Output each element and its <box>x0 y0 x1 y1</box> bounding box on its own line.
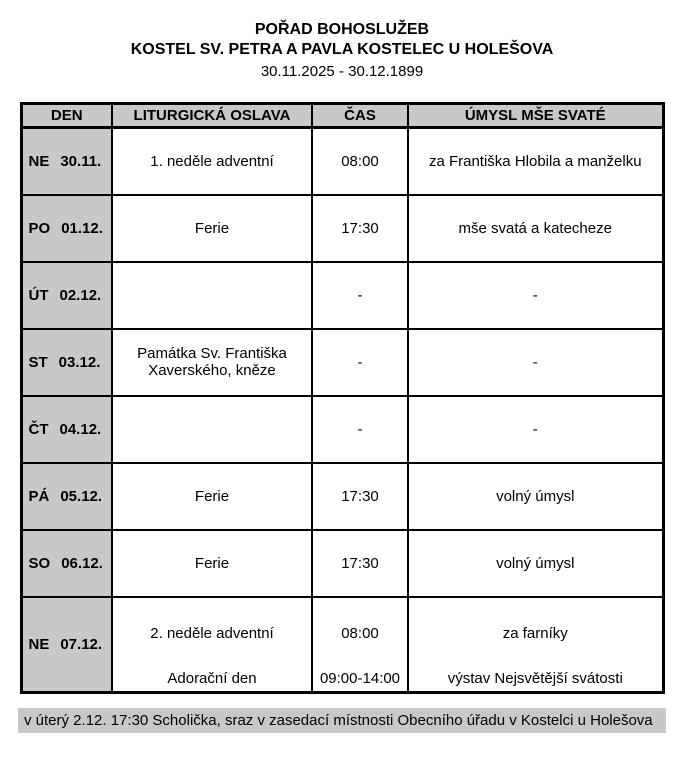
date-label: 01.12. <box>61 219 103 237</box>
date-label: 02.12. <box>59 286 102 304</box>
table-row <box>21 396 663 463</box>
table-row <box>21 195 663 262</box>
time-cell: 08:00 <box>312 128 408 195</box>
celebration-cell <box>112 597 312 693</box>
day-cell <box>21 128 112 195</box>
day-cell <box>21 195 112 262</box>
day-label: ČT <box>28 420 49 438</box>
intention-cell: - <box>408 396 663 463</box>
day-label: PÁ <box>28 487 50 505</box>
time-cell: 17:30 <box>312 195 408 262</box>
celebration-line-2: Adorační den <box>167 669 257 687</box>
column-header-cas: ČAS <box>312 104 408 128</box>
day-cell <box>21 329 112 396</box>
time-cell: 17:30 <box>312 463 408 530</box>
celebration-cell: Památka Sv. Františka Xaverského, kněze <box>112 329 312 396</box>
day-label: NE <box>28 152 50 170</box>
time-line-1: 08:00 <box>341 625 379 642</box>
intention-cell: - <box>408 262 663 329</box>
table-row <box>21 597 663 693</box>
date-label: 07.12. <box>60 635 103 653</box>
celebration-cell <box>112 262 312 329</box>
time-cell: - <box>312 329 408 396</box>
day-cell <box>21 597 112 693</box>
intention-cell: mše svatá a katecheze <box>408 195 663 262</box>
date-range: 30.11.2025 - 30.12.1899 <box>260 63 424 80</box>
table-row <box>21 329 663 396</box>
table-row <box>21 262 663 329</box>
column-header-liturgicka-oslava: LITURGICKÁ OSLAVA <box>112 104 312 128</box>
day-label: NE <box>28 635 50 653</box>
intention-cell: - <box>408 329 663 396</box>
day-cell <box>21 262 112 329</box>
time-line-2: 09:00-14:00 <box>319 669 401 687</box>
day-cell <box>21 530 112 597</box>
table-row <box>21 463 663 530</box>
time-cell: - <box>312 262 408 329</box>
celebration-cell: Ferie <box>112 463 312 530</box>
celebration-cell <box>112 396 312 463</box>
time-cell <box>312 597 408 693</box>
day-label: ST <box>28 353 48 371</box>
intention-line-2: výstav Nejsvětější svátosti <box>447 669 623 687</box>
day-label: SO <box>28 554 51 572</box>
day-cell <box>21 463 112 530</box>
celebration-cell: Ferie <box>112 530 312 597</box>
header-row <box>21 104 663 128</box>
date-label: 30.11. <box>60 152 102 170</box>
intention-cell: volný úmysl <box>408 463 663 530</box>
day-cell <box>21 396 112 463</box>
intention-cell <box>408 597 663 693</box>
celebration-line-1: 2. neděle adventní <box>150 625 274 642</box>
celebration-cell: 1. neděle adventní <box>112 128 312 195</box>
day-label: PO <box>28 219 51 237</box>
day-label: ÚT <box>28 286 49 304</box>
celebration-cell: Ferie <box>112 195 312 262</box>
intention-line-1: za farníky <box>502 625 568 642</box>
table-row <box>21 128 663 195</box>
date-label: 03.12. <box>58 353 101 371</box>
column-header-umysl: ÚMYSL MŠE SVATÉ <box>408 104 663 128</box>
date-label: 06.12. <box>61 554 103 572</box>
time-cell: - <box>312 396 408 463</box>
document-header <box>0 20 684 82</box>
date-label: 05.12. <box>60 487 103 505</box>
table-row <box>21 530 663 597</box>
intention-cell: volný úmysl <box>408 530 663 597</box>
footer-note: v úterý 2.12. 17:30 Scholička, sraz v zasedací místnosti Obecního úřadu v Kostelci u Holešova <box>18 708 666 733</box>
intention-cell: za Františka Hlobila a manželku <box>408 128 663 195</box>
column-header-den: DEN <box>21 104 112 128</box>
church-name: KOSTEL SV. PETRA A PAVLA KOSTELEC U HOLEŠOVA <box>130 41 554 58</box>
schedule-table <box>20 102 665 694</box>
page-title: POŘAD BOHOSLUŽEB <box>254 21 430 38</box>
time-cell: 17:30 <box>312 530 408 597</box>
date-label: 04.12. <box>59 420 102 438</box>
